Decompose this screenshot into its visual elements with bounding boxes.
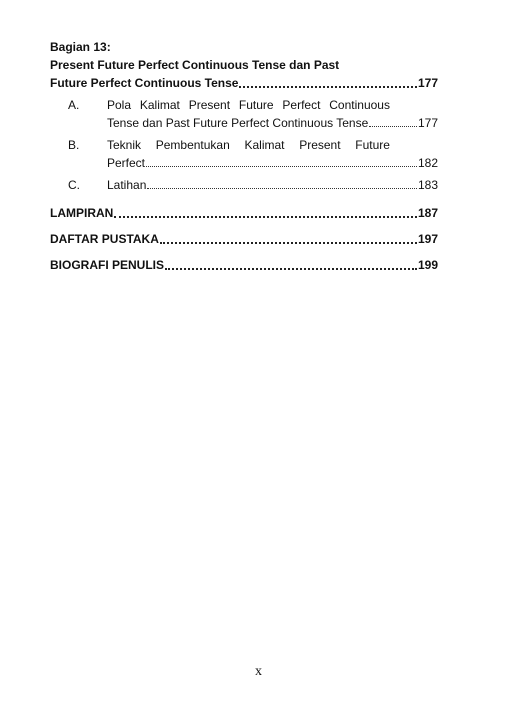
word: Perfect — [282, 98, 321, 112]
page-number: 199 — [417, 258, 438, 272]
page-number: 177 — [417, 76, 438, 90]
word: Continuous — [329, 98, 390, 112]
toc-entry-lampiran[interactable] — [50, 204, 438, 222]
page-number: 177 — [417, 116, 438, 130]
subsection-title-line1 — [107, 96, 438, 114]
chapter-title-line1: Present Future Perfect Continuous Tense dan Past — [50, 58, 340, 72]
word: Present — [188, 98, 231, 112]
word: Kalimat — [244, 138, 285, 152]
word: Pola — [107, 98, 132, 112]
toc-entry-daftar-pustaka[interactable] — [50, 230, 438, 248]
word: Future — [238, 98, 274, 112]
dot-leader — [165, 262, 417, 270]
dot-leader — [146, 160, 417, 167]
toc-entry-chapter-13[interactable] — [50, 74, 438, 92]
dot-leader — [147, 182, 417, 189]
subsection-title-line2: Tense dan Past Future Perfect Continuous Tense — [107, 116, 369, 130]
toc-entry-biografi-penulis[interactable] — [50, 256, 438, 274]
dot-leader — [239, 80, 417, 88]
entry-label: DAFTAR PUSTAKA — [50, 232, 159, 246]
word: Future — [355, 138, 390, 152]
entry-label: LAMPIRAN — [50, 206, 114, 220]
page-footer-number: x — [255, 664, 262, 679]
word: Kalimat — [139, 98, 180, 112]
table-of-contents — [50, 38, 438, 274]
subsection-letter: C. — [68, 178, 80, 192]
entry-label: BIOGRAFI PENULIS — [50, 258, 165, 272]
dot-leader — [160, 236, 417, 244]
subsection-title-line1 — [107, 136, 438, 154]
subsection-letter: A. — [68, 98, 80, 112]
subsection-title-line2: Perfect — [107, 156, 146, 170]
word: Pembentukan — [155, 138, 230, 152]
page-number: 187 — [417, 206, 438, 220]
subsection-letter: B. — [68, 138, 80, 152]
toc-entry-subsection-c[interactable] — [50, 176, 438, 194]
toc-entry-subsection-a[interactable] — [50, 96, 438, 132]
dot-leader — [114, 210, 417, 218]
page-number: 197 — [417, 232, 438, 246]
toc-entry-subsection-b[interactable] — [50, 136, 438, 172]
dot-leader — [369, 120, 417, 127]
page-number: 183 — [417, 178, 438, 192]
page-number: 182 — [417, 156, 438, 170]
subsection-title: Latihan — [107, 178, 147, 192]
chapter-title-line2: Future Perfect Continuous Tense — [50, 76, 239, 90]
word: Present — [299, 138, 341, 152]
word: Teknik — [107, 138, 142, 152]
chapter-heading: Bagian 13: — [50, 40, 111, 54]
